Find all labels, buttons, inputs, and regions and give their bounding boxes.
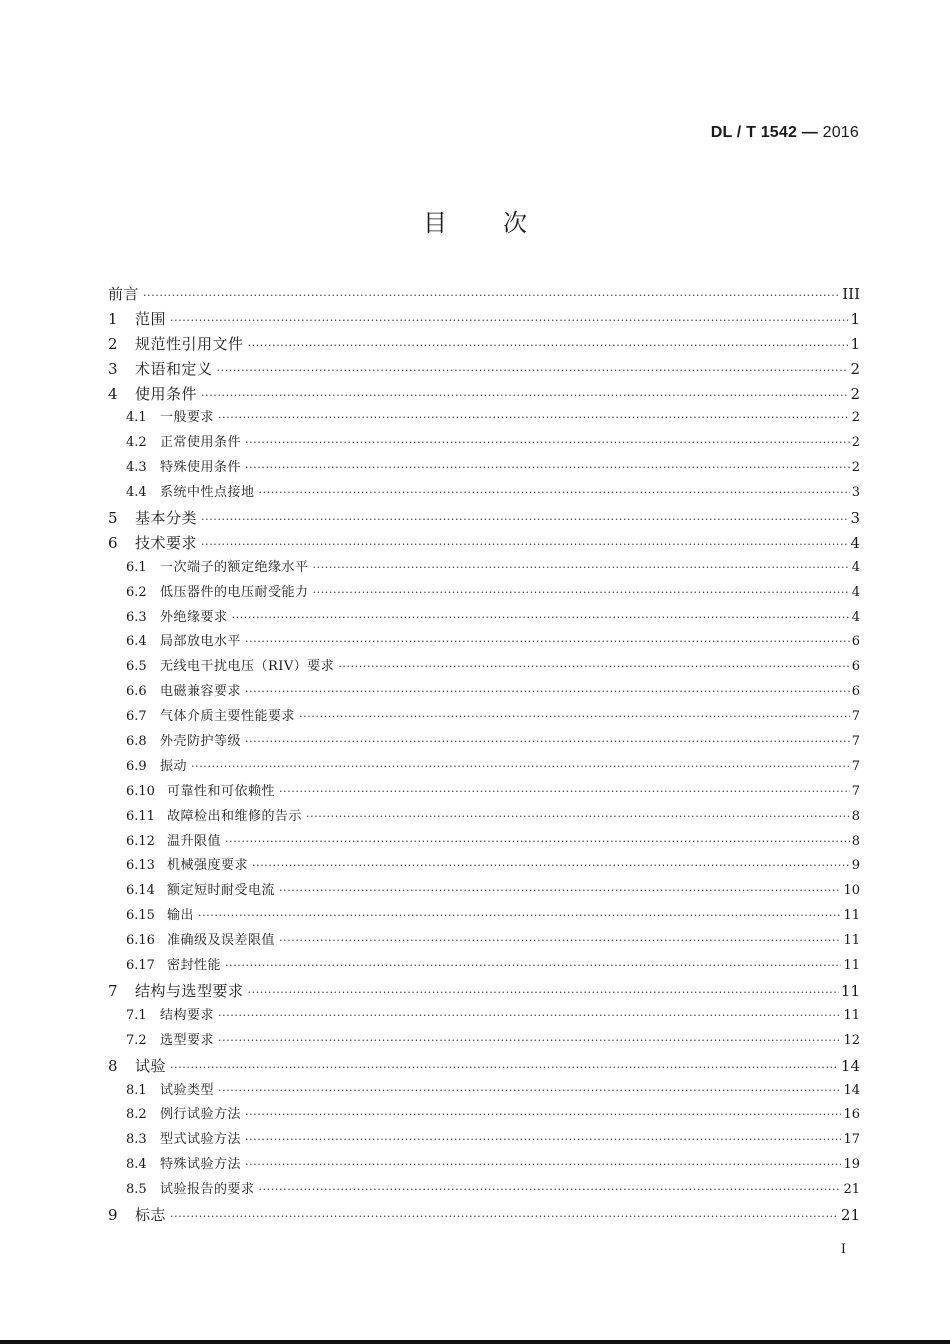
toc-entry-page: 1: [850, 334, 860, 353]
toc-entry-number: 6.16: [126, 933, 155, 949]
toc-entry-label: 一次端子的额定绝缘水平: [160, 559, 309, 575]
toc-entry-page: 16: [843, 1107, 860, 1123]
toc-entry-number: 7: [108, 981, 118, 1000]
dot-leader: [259, 481, 850, 506]
toc-entry-page: 2: [851, 460, 860, 476]
toc-entry-page: 6: [851, 684, 860, 700]
toc-entry-number: 6.1: [126, 559, 147, 575]
toc-entry-label: 机械强度要求: [167, 858, 249, 874]
toc-entry-number: 6.13: [126, 858, 155, 874]
dot-leader: [313, 581, 850, 606]
toc-entry-label: 无线电干扰电压（RIV）要求: [160, 659, 335, 675]
toc-subentry[interactable]: [108, 1178, 860, 1203]
dot-leader: [279, 780, 850, 805]
toc-entry-page: 11: [843, 933, 860, 949]
toc-subentry[interactable]: [108, 755, 860, 780]
toc-subentry[interactable]: [108, 1004, 860, 1029]
toc-entry-number: 6.14: [126, 883, 155, 899]
toc-subentry[interactable]: [108, 606, 860, 631]
dot-leader: [217, 359, 849, 384]
dot-leader: [299, 705, 850, 730]
toc-entry-number: 7.2: [126, 1032, 147, 1048]
toc-entry-page: 2: [850, 384, 860, 403]
dot-leader: [245, 1103, 841, 1128]
toc-entry-page: 14: [843, 1082, 860, 1098]
toc-entry-page: 7: [851, 758, 860, 774]
dot-leader: [201, 533, 848, 558]
toc-entry-label: 气体介质主要性能要求: [160, 709, 296, 725]
page-number: I: [840, 1242, 846, 1257]
toc-entry-number: 6.10: [126, 783, 155, 799]
toc-entry-label: 规范性引用文件: [135, 334, 244, 353]
toc-entry-label: 结构与选型要求: [135, 981, 244, 1000]
document-code: [711, 124, 859, 142]
toc-entry-number: 8.1: [126, 1082, 147, 1098]
toc-entry-page: 6: [851, 659, 860, 675]
toc-entry-page: 12: [843, 1032, 860, 1048]
toc-entry-label: 试验: [135, 1056, 167, 1075]
dot-leader: [218, 406, 850, 431]
toc-entry-page: 11: [843, 958, 860, 974]
toc-entry-page: III: [842, 285, 860, 303]
toc-entry-page: 2: [850, 359, 860, 378]
dot-leader: [198, 904, 841, 929]
dot-leader: [279, 879, 841, 904]
toc-entry-page: 2: [851, 435, 860, 451]
toc-entry[interactable]: [108, 332, 860, 357]
dot-leader: [259, 1178, 842, 1203]
toc-entry-page: 14: [840, 1056, 860, 1075]
dot-leader: [218, 1004, 841, 1029]
dot-leader: [245, 730, 850, 755]
code-separator: —: [797, 124, 823, 141]
toc-subentry[interactable]: [108, 581, 860, 606]
toc-subentry[interactable]: [108, 954, 860, 979]
toc-entry[interactable]: [108, 531, 860, 556]
toc-entry-number: 8: [108, 1056, 118, 1075]
dot-leader: [225, 830, 850, 855]
toc-subentry[interactable]: [108, 830, 860, 855]
dot-leader: [245, 680, 850, 705]
toc-entry-label: 技术要求: [135, 533, 198, 552]
toc-subentry[interactable]: [108, 854, 860, 879]
toc-entry-page: 19: [843, 1157, 860, 1173]
toc-entry-label: 术语和定义: [135, 359, 213, 378]
toc-entry-label: 可靠性和可依赖性: [167, 783, 276, 799]
toc-entry-number: 4: [108, 384, 118, 403]
toc-entry-number: 7.1: [126, 1007, 147, 1023]
standard-number: DL / T 1542: [710, 124, 798, 141]
dot-leader: [252, 854, 850, 879]
toc-subentry[interactable]: [108, 1029, 860, 1054]
toc-subentry[interactable]: [108, 1128, 860, 1153]
toc-entry-page: 8: [851, 808, 860, 824]
toc-entry-page: 9: [851, 858, 860, 874]
dot-leader: [218, 1029, 841, 1054]
toc-entry-label: 振动: [160, 758, 188, 774]
toc-entry-page: 2: [851, 410, 860, 426]
toc-entry-number: 8.5: [126, 1182, 147, 1198]
toc-entry-page: 3: [851, 485, 860, 501]
toc-entry-page: 8: [851, 833, 860, 849]
toc-entry-label: 试验类型: [160, 1082, 215, 1098]
toc-entry-number: 4.1: [126, 410, 147, 426]
toc-entry-page: 7: [851, 783, 860, 799]
toc-entry-page: 7: [851, 709, 860, 725]
dot-leader: [143, 284, 840, 309]
toc-entry-label: 型式试验方法: [160, 1132, 242, 1148]
dot-leader: [306, 805, 850, 830]
toc-subentry[interactable]: [108, 630, 860, 655]
toc-subentry[interactable]: [108, 805, 860, 830]
toc-subentry[interactable]: [108, 431, 860, 456]
toc-title: 目次: [423, 209, 583, 237]
toc-entry-number: 6.3: [126, 609, 147, 625]
toc-entry[interactable]: [108, 979, 860, 1004]
toc-entry-page: 21: [843, 1182, 860, 1198]
toc-entry-page: 10: [843, 883, 860, 899]
toc-entry-page: 21: [840, 1205, 860, 1224]
dot-leader: [170, 1205, 839, 1230]
toc-entry-label: 特殊试验方法: [160, 1157, 242, 1173]
toc-entry-label: 准确级及误差限值: [167, 933, 276, 949]
toc-entry-label: 一般要求: [160, 410, 215, 426]
toc-entry-number: 4.3: [126, 460, 147, 476]
toc-entry[interactable]: [108, 1203, 860, 1228]
toc-entry[interactable]: [108, 307, 860, 332]
toc-subentry[interactable]: [108, 556, 860, 581]
toc-entry-page: 1: [850, 309, 860, 328]
toc-entry-page: 11: [843, 908, 860, 924]
table-of-contents: [108, 282, 860, 1228]
toc-subentry[interactable]: [108, 1153, 860, 1178]
toc-entry-label: 例行试验方法: [160, 1107, 242, 1123]
toc-entry-label: 密封性能: [167, 958, 222, 974]
toc-entry-number: 6.2: [126, 584, 147, 600]
toc-entry-page: 7: [851, 734, 860, 750]
toc-entry-number: 1: [108, 309, 118, 328]
toc-entry-page: 11: [840, 981, 860, 1000]
toc-entry-page: 6: [851, 634, 860, 650]
toc-entry-label: 局部放电水平: [160, 634, 242, 650]
toc-entry-page: 4: [851, 584, 860, 600]
toc-entry-number: 8.4: [126, 1157, 147, 1173]
toc-entry-label: 温升限值: [167, 833, 222, 849]
toc-subentry[interactable]: [108, 904, 860, 929]
dot-leader: [313, 556, 850, 581]
toc-entry-label: 外壳防护等级: [160, 734, 242, 750]
toc-entry-label: 低压器件的电压耐受能力: [160, 584, 309, 600]
toc-entry-number: 6.15: [126, 908, 155, 924]
toc-entry-label: 系统中性点接地: [160, 485, 255, 501]
dot-leader: [191, 755, 850, 780]
dot-leader: [170, 309, 848, 334]
toc-entry-label: 特殊使用条件: [160, 460, 242, 476]
dot-leader: [245, 1153, 841, 1178]
toc-subentry[interactable]: [108, 730, 860, 755]
dot-leader: [245, 431, 850, 456]
toc-entry-number: 6.6: [126, 684, 147, 700]
toc-entry-number: 6.7: [126, 709, 147, 725]
toc-entry-label: 结构要求: [160, 1007, 215, 1023]
toc-subentry[interactable]: [108, 1079, 860, 1104]
toc-entry-label: 选型要求: [160, 1032, 215, 1048]
toc-entry-label: 试验报告的要求: [160, 1182, 255, 1198]
toc-subentry[interactable]: [108, 406, 860, 431]
toc-subentry[interactable]: [108, 929, 860, 954]
dot-leader: [245, 630, 850, 655]
standard-year: 2016: [822, 124, 859, 141]
dot-leader: [201, 508, 848, 533]
toc-entry-label: 使用条件: [135, 384, 198, 403]
toc-entry-label: 故障检出和维修的告示: [167, 808, 303, 824]
toc-entry-label: 外绝缘要求: [160, 609, 228, 625]
toc-entry-number: 4.4: [126, 485, 147, 501]
dot-leader: [245, 1128, 841, 1153]
toc-entry-page: 11: [843, 1007, 860, 1023]
toc-entry-page: 4: [851, 559, 860, 575]
toc-entry-number: 6.11: [126, 808, 155, 824]
toc-entry-number: 8.2: [126, 1107, 147, 1123]
toc-entry-page: 3: [850, 509, 860, 528]
dot-leader: [225, 954, 841, 979]
toc-entry-page: 4: [850, 533, 860, 552]
toc-subentry[interactable]: [108, 655, 860, 680]
toc-entry[interactable]: [108, 282, 860, 307]
toc-entry-page: 4: [851, 609, 860, 625]
toc-entry[interactable]: [108, 357, 860, 382]
toc-subentry[interactable]: [108, 680, 860, 705]
toc-entry-number: 4.2: [126, 435, 147, 451]
toc-subentry[interactable]: [108, 705, 860, 730]
dot-leader: [201, 384, 848, 409]
toc-entry-label: 基本分类: [135, 509, 198, 528]
toc-subentry[interactable]: [108, 456, 860, 481]
dot-leader: [279, 929, 841, 954]
toc-entry-number: 8.3: [126, 1132, 147, 1148]
toc-entry-number: 3: [108, 359, 118, 378]
toc-entry[interactable]: [108, 382, 860, 407]
toc-entry-label: 额定短时耐受电流: [167, 883, 276, 899]
toc-entry-number: 6.8: [126, 734, 147, 750]
toc-entry-label: 电磁兼容要求: [160, 684, 242, 700]
toc-entry-label: 范围: [135, 309, 167, 328]
toc-entry-number: 6: [108, 533, 118, 552]
dot-leader: [232, 606, 850, 631]
bottom-border: [0, 1340, 950, 1344]
dot-leader: [245, 456, 850, 481]
toc-subentry[interactable]: [108, 879, 860, 904]
dot-leader: [218, 1079, 841, 1104]
toc-entry[interactable]: [108, 506, 860, 531]
toc-entry-label: 输出: [167, 908, 195, 924]
dot-leader: [248, 981, 839, 1006]
toc-entry-number: 6.5: [126, 659, 147, 675]
toc-subentry[interactable]: [108, 481, 860, 506]
toc-entry-number: 9: [108, 1205, 118, 1224]
toc-entry-number: 5: [108, 509, 118, 528]
toc-entry-page: 17: [843, 1132, 860, 1148]
dot-leader: [170, 1056, 839, 1081]
toc-entry-number: 6.17: [126, 958, 155, 974]
toc-entry-number: 6.9: [126, 758, 147, 774]
toc-entry-number: 2: [108, 334, 118, 353]
toc-subentry[interactable]: [108, 780, 860, 805]
toc-entry-label: 标志: [135, 1205, 167, 1224]
toc-subentry[interactable]: [108, 1103, 860, 1128]
toc-entry-label: 正常使用条件: [160, 435, 242, 451]
dot-leader: [338, 655, 849, 680]
toc-entry-number: 6.4: [126, 634, 147, 650]
toc-entry[interactable]: [108, 1054, 860, 1079]
toc-entry-label: 前言: [108, 285, 140, 303]
toc-entry-number: 6.12: [126, 833, 155, 849]
dot-leader: [248, 334, 849, 359]
